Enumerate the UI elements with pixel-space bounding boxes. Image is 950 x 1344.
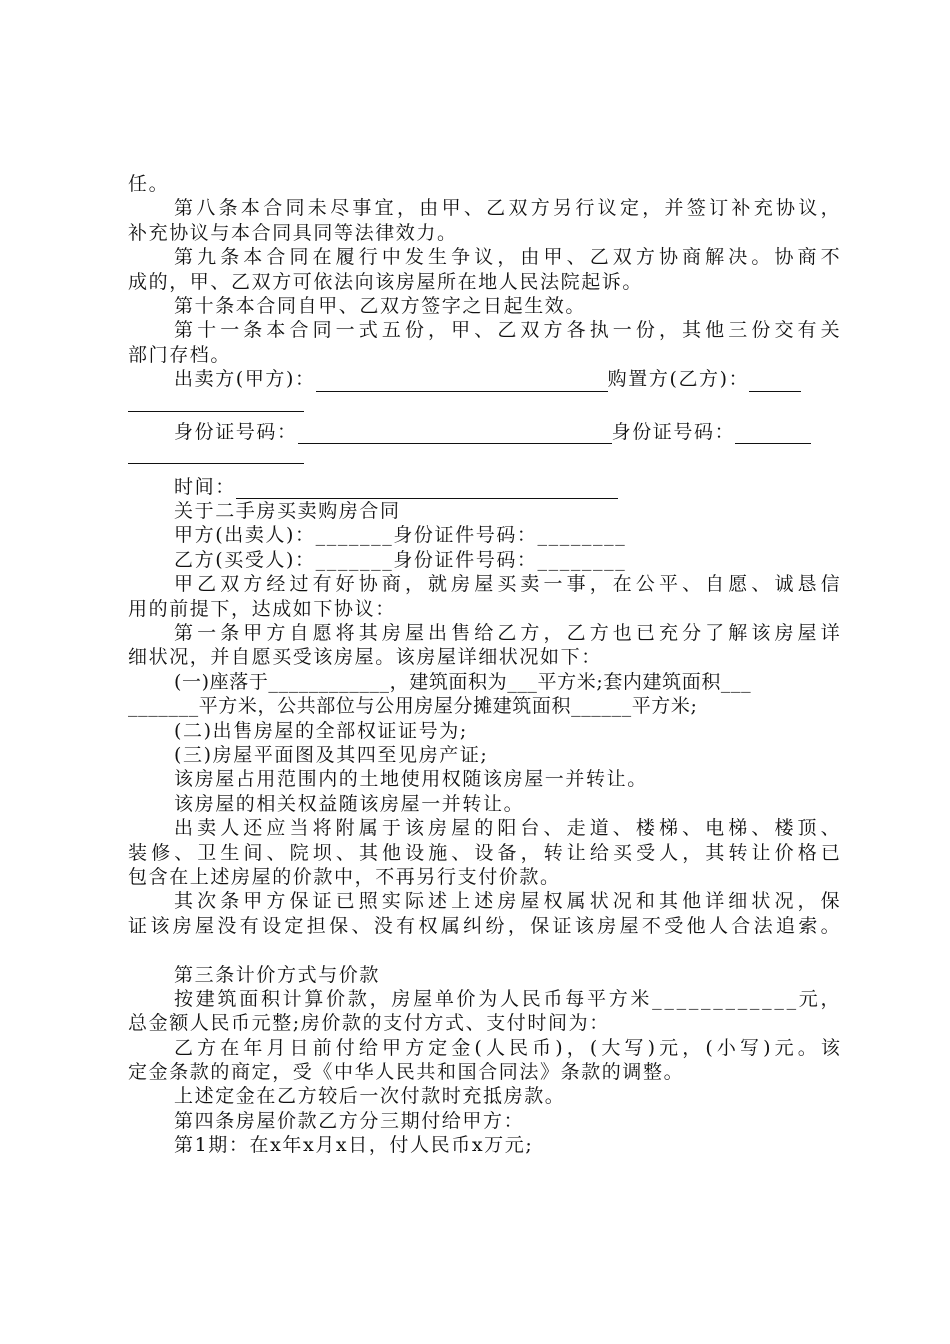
text-line: (一)座落于____________，建筑面积为___平方米;套内建筑面积___ [174, 670, 752, 693]
text-line: _______平方米，公共部位与公用房屋分摊建筑面积______平方米; [128, 695, 698, 718]
id-number-line [128, 420, 840, 444]
text-line: 该房屋占用范围内的土地使用权随该房屋一并转让。 [174, 768, 648, 791]
text-line: 乙方(买受人)：_______身份证件号码：________ [174, 548, 627, 571]
buyer-id-label: 身份证号码： [611, 420, 736, 443]
text-line: 按 建 筑 面 积 计 算 价 款 ， 房 屋 单 价 为 人 民 币 每 平 方 米 _ _ _ _ _ _ _ _ _ _ _ _ 元 ， [174, 987, 840, 1010]
signature-continuation [128, 392, 840, 416]
text-line: 乙 方 在 年 月 日 前 付 给 甲 方 定 金 ( 人 民 币 ) ， ( 大 写 ) 元 ， ( 小 写 ) 元 。 该 [174, 1036, 840, 1059]
text-line: 成的，甲、乙双方可依法向该房屋所在地人民法院起诉。 [128, 270, 644, 293]
text-line: 任。 [128, 173, 170, 195]
contract-title: 关于二手房买卖购房合同 [174, 500, 401, 523]
text-line: 定金条款的商定，受《中华人民共和国合同法》条款的调整。 [128, 1061, 685, 1084]
text-line: 其 次 条 甲 方 保 证 已 照 实 际 述 上 述 房 屋 权 属 状 况 和 其 他 详 细 状 况 ， 保 [174, 890, 840, 913]
id-continuation [128, 444, 840, 468]
buyer-signature-field-cont[interactable] [128, 393, 304, 412]
date-line [128, 475, 840, 499]
seller-id-label: 身份证号码： [174, 420, 298, 443]
text-line: 该房屋的相关权益随该房屋一并转让。 [174, 792, 525, 815]
text-line: 第 十 一 条 本 合 同 一 式 五 份 ， 甲 、 乙 双 方 各 执 一 份 ， 其 他 三 份 交 有 关 [174, 319, 840, 342]
buyer-id-field[interactable] [735, 425, 811, 444]
seller-signature-line [128, 367, 840, 391]
seller-id-field[interactable] [298, 425, 612, 444]
text-line: 总金额人民币元整;房价款的支付方式、支付时间为： [128, 1012, 610, 1035]
text-line: 甲 乙 双 方 经 过 有 好 协 商 ， 就 房 屋 买 卖 一 事 ， 在 公 平 、 自 愿 、 诚 恳 信 [174, 573, 840, 596]
seller-label: 出卖方(甲方)： [174, 368, 316, 391]
text-line: 甲方(出卖人)：_______身份证件号码：________ [174, 524, 627, 547]
text-line: 出 卖 人 还 应 当 将 附 属 于 该 房 屋 的 阳 台 、 走 道 、 楼 梯 、 电 梯 、 楼 顶 、 [174, 817, 840, 840]
date-field[interactable] [236, 480, 618, 499]
section-heading: 第三条计价方式与价款 [174, 963, 381, 986]
text-line: 补充协议与本合同具同等法律效力。 [128, 221, 458, 244]
buyer-label: 购置方(乙方)： [607, 368, 750, 391]
date-label: 时间： [174, 475, 236, 498]
text-line: (三)房屋平面图及其四至见房产证; [174, 743, 489, 766]
text-line: 用的前提下，达成如下协议： [128, 597, 396, 620]
text-line: 装 修 、 卫 生 间 、 院 坝 、 其 他 设 施 、 设 备 ， 转 让 给 买 受 人 ， 其 转 让 价 格 已 [128, 841, 840, 864]
text-line: (二)出售房屋的全部权证证号为; [174, 719, 468, 742]
text-line: 细状况，并自愿买受该房屋。该房屋详细状况如下： [128, 646, 602, 669]
paragraph-gap [128, 938, 840, 962]
buyer-id-field-cont[interactable] [128, 445, 304, 464]
document-page [128, 172, 840, 1158]
text-line: 第 一 条 甲 方 自 愿 将 其 房 屋 出 售 给 乙 方 ， 乙 方 也 已 充 分 了 解 该 房 屋 详 [174, 622, 840, 645]
text-line: 部门存档。 [128, 343, 232, 366]
buyer-signature-field[interactable] [749, 373, 801, 392]
text-line: 第1期：在x年x月x日，付人民币x万元; [174, 1134, 534, 1157]
text-line: 第 八 条 本 合 同 未 尽 事 宜 ， 由 甲 、 乙 双 方 另 行 议 定 ， 并 签 订 补 充 协 议 ， [174, 197, 840, 220]
seller-signature-field[interactable] [316, 373, 608, 392]
text-line: 上述定金在乙方较后一次付款时充抵房款。 [174, 1085, 566, 1108]
text-line: 证 该 房 屋 没 有 设 定 担 保 、 没 有 权 属 纠 纷 ， 保 证 该 房 屋 不 受 他 人 合 法 追 索 。 [128, 914, 840, 937]
text-line: 第四条房屋价款乙方分三期付给甲方： [174, 1109, 525, 1132]
text-line: 包含在上述房屋的价款中，不再另行支付价款。 [128, 865, 561, 888]
text-line: 第十条本合同自甲、乙双方签字之日起生效。 [174, 294, 587, 317]
text-line: 第 九 条 本 合 同 在 履 行 中 发 生 争 议 ， 由 甲 、 乙 双 方 协 商 解 决 。 协 商 不 [174, 246, 840, 269]
